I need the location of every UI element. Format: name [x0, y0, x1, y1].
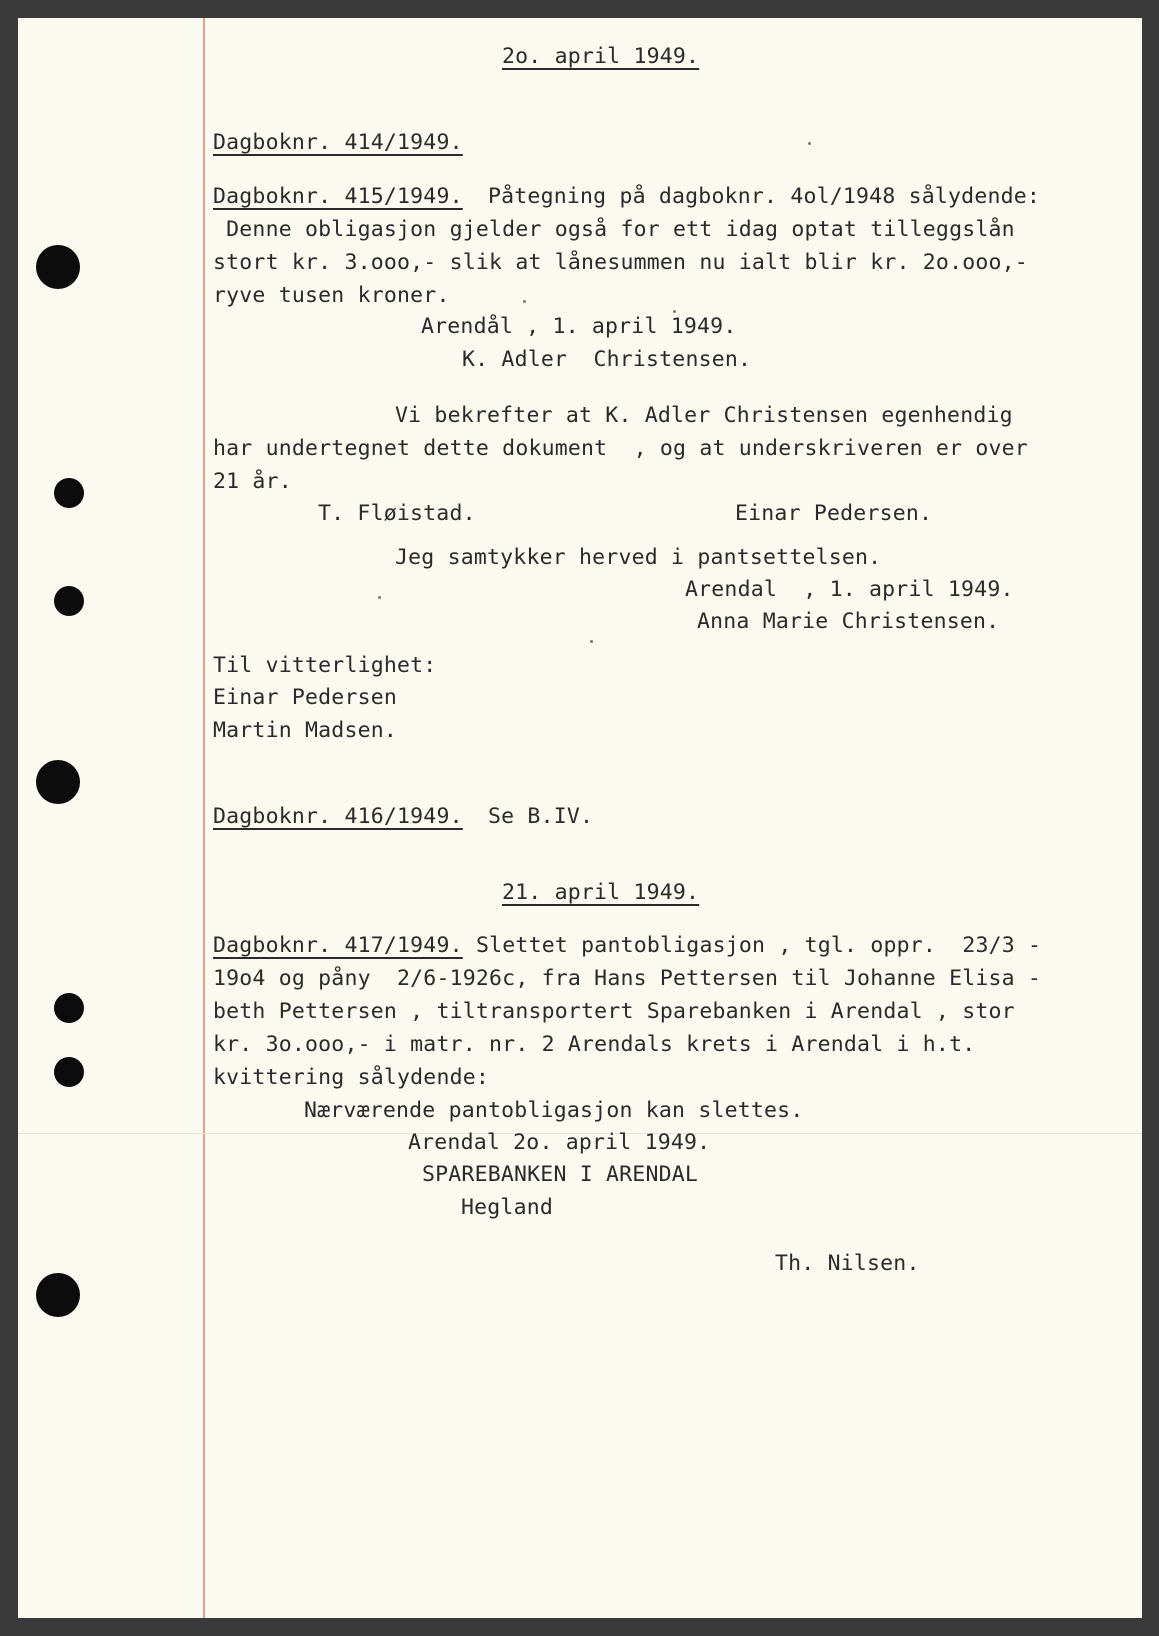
final-signature: Th. Nilsen. — [775, 1251, 920, 1276]
entry-414-label: Dagboknr. 414/1949. — [213, 130, 463, 155]
date-heading: 2o. april 1949. — [502, 44, 700, 69]
receipt-quote: Nærværende pantobligasjon kan slettes. — [304, 1098, 804, 1123]
punch-hole — [54, 478, 84, 508]
entry-417-text-line: Slettet pantobligasjon , tgl. oppr. 23/3 - — [476, 933, 1042, 958]
entry-416-text: Se B.IV. — [488, 804, 594, 829]
entry-417-text-line: 19o4 og påny 2/6-1926c, fra Hans Pettersen til Johanne Elisa - — [213, 966, 1042, 991]
bank-signatory: Hegland — [461, 1195, 554, 1220]
entry-415-text-line: ryve tusen kroner. — [213, 283, 450, 308]
witness-signature: T. Fløistad. — [318, 501, 476, 526]
attestation-title: Til vitterlighet: — [213, 653, 437, 678]
entry-415-label: Dagboknr. 415/1949. — [213, 184, 463, 209]
entry-417-text-line: kvittering sålydende: — [213, 1065, 490, 1090]
attestation-name: Martin Madsen. — [213, 718, 398, 743]
entry-416-label: Dagboknr. 416/1949. — [213, 804, 463, 829]
punch-hole — [54, 1057, 84, 1087]
punch-hole — [54, 586, 84, 616]
entry-417-label: Dagboknr. 417/1949. — [213, 933, 463, 958]
consent-line: Jeg samtykker herved i pantsettelsen. — [395, 545, 882, 570]
confirmation-line: 21 år. — [213, 469, 292, 494]
margin-rule — [203, 18, 205, 1618]
punch-hole — [36, 760, 80, 804]
entry-417-text-line: beth Pettersen , tiltransportert Sparebanken i Arendal , stor — [213, 999, 1015, 1024]
consent-signature: Anna Marie Christensen. — [697, 609, 1000, 634]
document-page — [18, 18, 1142, 1618]
paper-speck — [523, 300, 526, 303]
entry-415-text-line: Påtegning på dagboknr. 4ol/1948 sålydende: — [488, 184, 1041, 209]
punch-hole — [36, 245, 80, 289]
punch-hole — [36, 1273, 80, 1317]
bank-name: SPAREBANKEN I ARENDAL — [422, 1162, 699, 1187]
entry-417-text-line: kr. 3o.ooo,- i matr. nr. 2 Arendals krets i Arendal i h.t. — [213, 1032, 976, 1057]
witness-signature: Einar Pedersen. — [735, 501, 933, 526]
punch-hole — [54, 993, 84, 1023]
entry-415-signature: K. Adler Christensen. — [462, 347, 752, 372]
attestation-name: Einar Pedersen — [213, 685, 398, 710]
receipt-place-date: Arendal 2o. april 1949. — [408, 1130, 711, 1155]
consent-place-date: Arendal , 1. april 1949. — [685, 577, 1014, 602]
paper-speck — [378, 596, 381, 599]
confirmation-line: Vi bekrefter at K. Adler Christensen egenhendig — [395, 403, 1013, 428]
confirmation-line: har undertegnet dette dokument , og at underskriveren er over — [213, 436, 1028, 461]
entry-415-place-date: Arendål , 1. april 1949. — [421, 314, 737, 339]
paper-speck — [590, 640, 593, 643]
entry-415-text-line: Denne obligasjon gjelder også for ett idag optat tilleggslån — [213, 217, 1015, 242]
paper-speck — [808, 142, 811, 145]
date-heading: 21. april 1949. — [502, 880, 700, 905]
entry-415-text-line: stort kr. 3.ooo,- slik at lånesummen nu ialt blir kr. 2o.ooo,- — [213, 250, 1028, 275]
